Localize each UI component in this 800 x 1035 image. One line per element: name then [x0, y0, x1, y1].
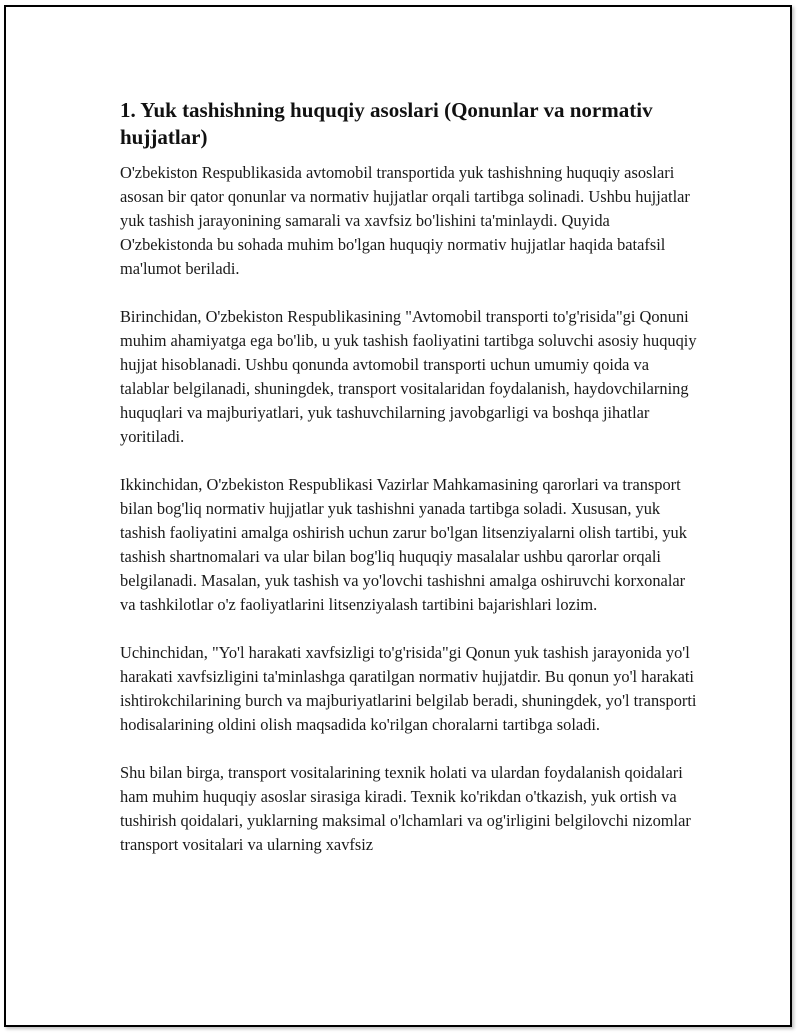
paragraph-road-safety-law: Uchinchidan, "Yo'l harakati xavfsizligi to'g'risida"gi Qonun yuk tashish jarayonida yo'l harakati xavfsizligini ta'minlashga qaratilgan normativ hujjatdir. Bu qonun yo'l harakati ishtirokchilarining burch va majburiyatlarini belgilab beradi, shuningdek, yo'l transporti hodisalarining oldini olish maqsadida ko'rilgan choralarni tartibga soladi. [120, 643, 697, 734]
paragraph-technical-condition: Shu bilan birga, transport vositalarining texnik holati va ulardan foydalanish qoidalari ham muhim huquqiy asoslar sirasiga kiradi. Texnik ko'rikdan o'tkazish, yuk ortish va tushirish qoidalari, yuklarning maksimal o'lchamlari va og'irligini belgilovchi nizomlar transport vositalari va ularning xavfsiz [120, 763, 691, 854]
section-heading: 1. Yuk tashishning huquqiy asoslari (Qonunlar va normativ hujjatlar) [120, 98, 653, 149]
document-body [120, 97, 700, 857]
paragraph-first-law: Birinchidan, O'zbekiston Respublikasining "Avtomobil transporti to'g'risida"gi Qonuni muhim ahamiyatga ega bo'lib, u yuk tashish faoliyatini tartibga soluvchi asosiy huquqiy hujjat hisoblanadi. Ushbu qonunda avtomobil transporti uchun umumiy qoida va talablar belgilanadi, shuningdek, transport vositalaridan foydalanish, haydovchilarning huquqlari va majburiyatlari, yuk tashuvchilarning javobgarligi va boshqa jihatlar yoritiladi. [120, 307, 697, 446]
paragraph-cabinet-decisions: Ikkinchidan, O'zbekiston Respublikasi Vazirlar Mahkamasining qarorlari va transport bilan bog'liq normativ hujjatlar yuk tashishni yanada tartibga soladi. Xususan, yuk tashish faoliyatini amalga oshirish uchun zarur bo'lgan litsenziyalarni olish tartibi, yuk tashish shartnomalari va ular bilan bog'liq huquqiy masalalar ushbu qarorlar orqali belgilanadi. Masalan, yuk tashish va yo'lovchi tashishni amalga oshiruvchi korxonalar va tashkilotlar o'z faoliyatlarini litsenziyalash tartibini bajarishlari lozim. [120, 475, 687, 614]
paragraph-intro: O'zbekiston Respublikasida avtomobil transportida yuk tashishning huquqiy asoslari asosan bir qator qonunlar va normativ hujjatlar orqali tartibga solinadi. Ushbu hujjatlar yuk tashish jarayonining samarali va xavfsiz bo'lishini ta'minlaydi. Quyida O'zbekistonda bu sohada muhim bo'lgan huquqiy normativ hujjatlar haqida batafsil ma'lumot beriladi. [120, 163, 690, 278]
document-page [4, 5, 792, 1027]
